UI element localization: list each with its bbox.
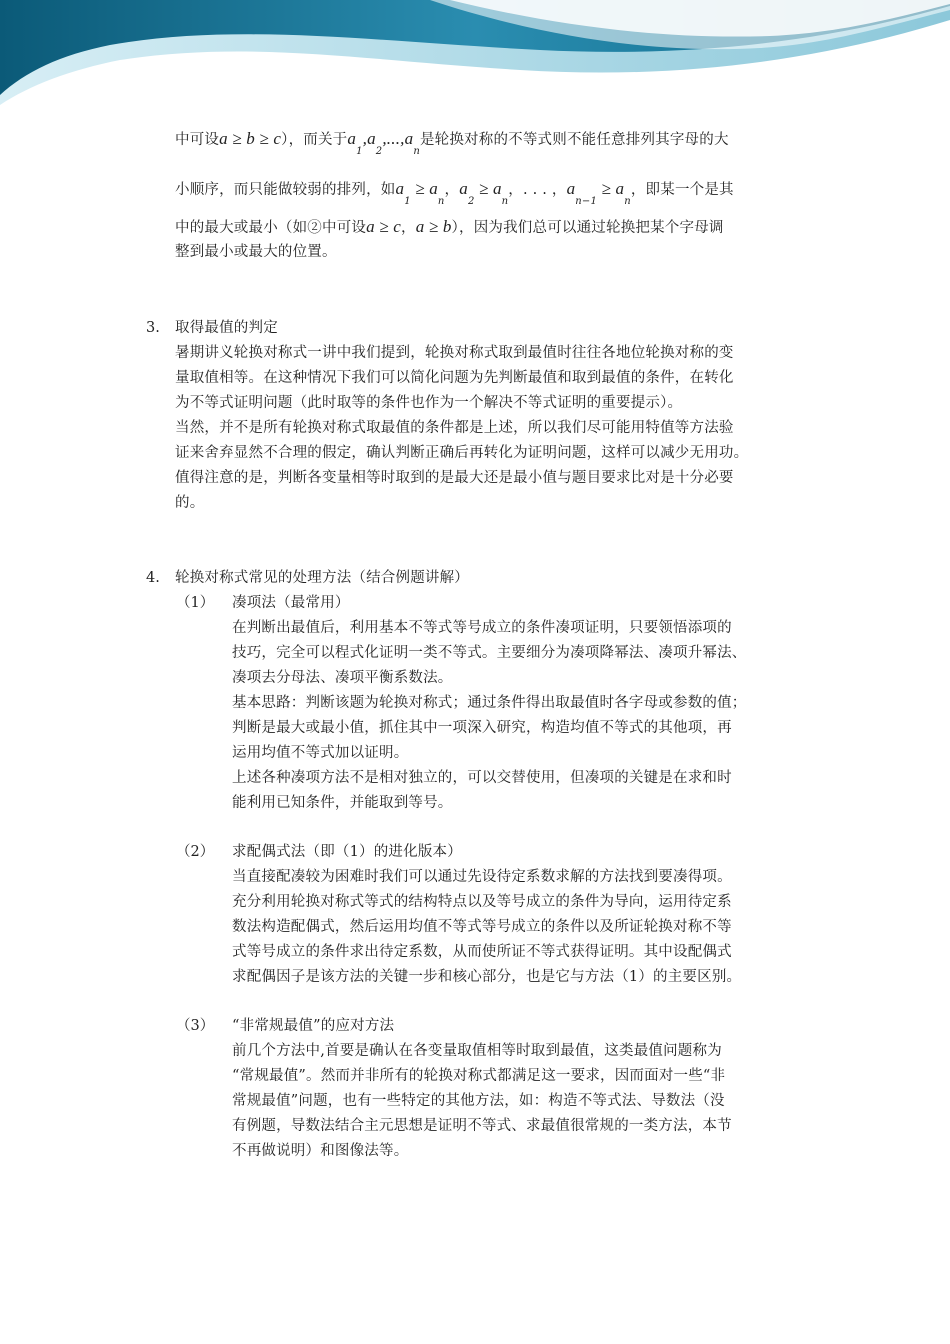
- item-2-line: 数法构造配偶式，然后运用均值不等式等号成立的条件以及所证轮换对称不等: [232, 919, 732, 935]
- section-3-line: 值得注意的是，判断各变量相等时取到的是最大还是最小值与题目要求比对是十分必要: [175, 470, 734, 486]
- item-1-line: 凑项去分母法、凑项平衡系数法。: [232, 670, 453, 686]
- item-1-line: 在判断出最值后，利用基本不等式等号成立的条件凑项证明，只要领悟添项的: [232, 620, 732, 636]
- intro-line-3: 中的最大或最小（如②中可设a ≥ c，a ≥ b），因为我们总可以通过轮换把某个字母调: [175, 217, 724, 236]
- item-2-number: （2）: [176, 844, 215, 860]
- section-4-title: 轮换对称式常见的处理方法（结合例题讲解）: [175, 570, 469, 586]
- item-1-line: 技巧，完全可以程式化证明一类不等式。主要细分为凑项降幂法、凑项升幂法、: [232, 645, 747, 661]
- item-1-line: 上述各种凑项方法不是相对独立的，可以交替使用，但凑项的关键是在求和时: [232, 770, 732, 786]
- item-3-line: “常规最值”。然而并非所有的轮换对称式都满足这一要求，因而面对一些“非: [232, 1068, 726, 1084]
- item-2-line: 当直接配凑较为困难时我们可以通过先设待定系数求解的方法找到要凑得项。: [232, 869, 732, 885]
- item-3-line: 有例题，导数法结合主元思想是证明不等式、求最值很常规的一类方法，本节: [232, 1118, 732, 1134]
- section-3-line: 暑期讲义轮换对称式一讲中我们提到，轮换对称式取到最值时往往各地位轮换对称的变: [175, 345, 734, 361]
- section-3-line: 的。: [175, 495, 205, 511]
- section-3-number: 3.: [146, 320, 160, 336]
- item-1-line: 能利用已知条件，并能取到等号。: [232, 795, 453, 811]
- section-3-line: 量取值相等。在这种情况下我们可以简化问题为先判断最值和取到最值的条件，在转化: [175, 370, 734, 386]
- item-1-line: 运用均值不等式加以证明。: [232, 745, 409, 761]
- item-2-line: 式等号成立的条件求出待定系数，从而使所证不等式获得证明。其中设配偶式: [232, 944, 732, 960]
- item-1-number: （1）: [176, 595, 215, 611]
- section-4-number: 4.: [146, 570, 160, 586]
- section-3-line: 当然，并不是所有轮换对称式取最值的条件都是上述，所以我们尽可能用特值等方法验: [175, 420, 734, 436]
- item-3-line: 常规最值”问题，也有一些特定的其他方法，如：构造不等式法、导数法（没: [232, 1093, 725, 1109]
- item-3-line: 前几个方法中,首要是确认在各变量取值相等时取到最值，这类最值问题称为: [232, 1043, 722, 1059]
- intro-line-1: 中可设a ≥ b ≥ c），而关于$a_1,a_2,...,a_n$是轮换对称的不等式则不能任意排列其字母的大: [175, 129, 729, 157]
- item-2-line: 充分利用轮换对称式等式的结构特点以及等号成立的条件为导向，运用待定系: [232, 894, 732, 910]
- item-3-line: 不再做说明）和图像法等。: [232, 1143, 409, 1159]
- header-wave-decoration: [0, 0, 950, 110]
- section-3-title: 取得最值的判定: [175, 320, 278, 336]
- item-2-line: 求配偶因子是该方法的关键一步和核心部分，也是它与方法（1）的主要区别。: [232, 969, 742, 985]
- intro-line-2: 小顺序，而只能做较弱的排列，如$a_1 \ge a_n$，$a_2 \ge a_n$，. . . ，$a_{n-1} \ge a_n$，即某一个是其: [175, 179, 734, 207]
- item-1-line: 基本思路：判断该题为轮换对称式；通过条件得出取最值时各字母或参数的值；: [232, 695, 747, 711]
- item-2-title: 求配偶式法（即（1）的进化版本）: [232, 844, 462, 860]
- section-3-line: 为不等式证明问题（此时取等的条件也作为一个解决不等式证明的重要提示）。: [175, 395, 683, 411]
- item-1-line: 判断是最大或最小值，抓住其中一项深入研究，构造均值不等式的其他项，再: [232, 720, 732, 736]
- section-3-line: 证来舍弃显然不合理的假定，确认判断正确后再转化为证明问题，这样可以减少无用功。: [175, 445, 749, 461]
- intro-line-4: 整到最小或最大的位置。: [175, 244, 337, 260]
- item-3-title: “非常规最值”的应对方法: [232, 1018, 395, 1034]
- item-1-title: 凑项法（最常用）: [232, 595, 350, 611]
- item-3-number: （3）: [176, 1018, 215, 1034]
